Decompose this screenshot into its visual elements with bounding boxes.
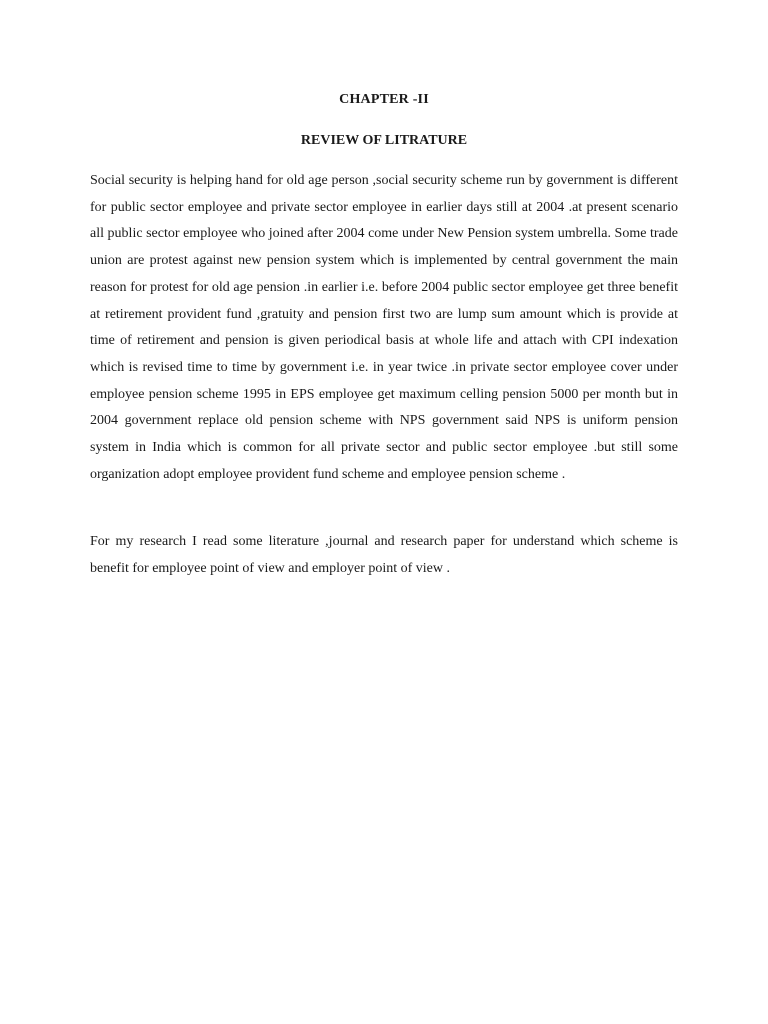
body-paragraph-2: For my research I read some literature ,journal and research paper for understand which scheme is benefit for employee point of view and employer point of view .: [90, 534, 678, 576]
section-title: REVIEW OF LITRATURE: [300, 133, 468, 148]
body-paragraph-1: Social security is helping hand for old age person ,social security scheme run by government is different for public sector employee and private sector employee in earlier days still at 2004 .at present scenario all public sector employee who joined after 2004 come under New Pension system umbrella. Some trade union are protest against new pension system which is implemented by central government the main reason for protest for old age pension .in earlier i.e. before 2004 public sector employee get three benefit at retirement provident fund ,gratuity and pension first two are lump sum amount which is provide at time of retirement and pension is given periodical basis at whole life and attach with CPI indexation which is revised time to time by government i.e. in year twice .in private sector employee cover under employee pension scheme 1995 in EPS employee get maximum celling pension 5000 per month but in 2004 government replace old pension scheme with NPS government said NPS is uniform pension system in India which is common for all private sector and public sector employee .but still some organization adopt employee provident fund scheme and employee pension scheme .: [90, 173, 678, 482]
chapter-heading: CHAPTER -II: [339, 92, 429, 107]
